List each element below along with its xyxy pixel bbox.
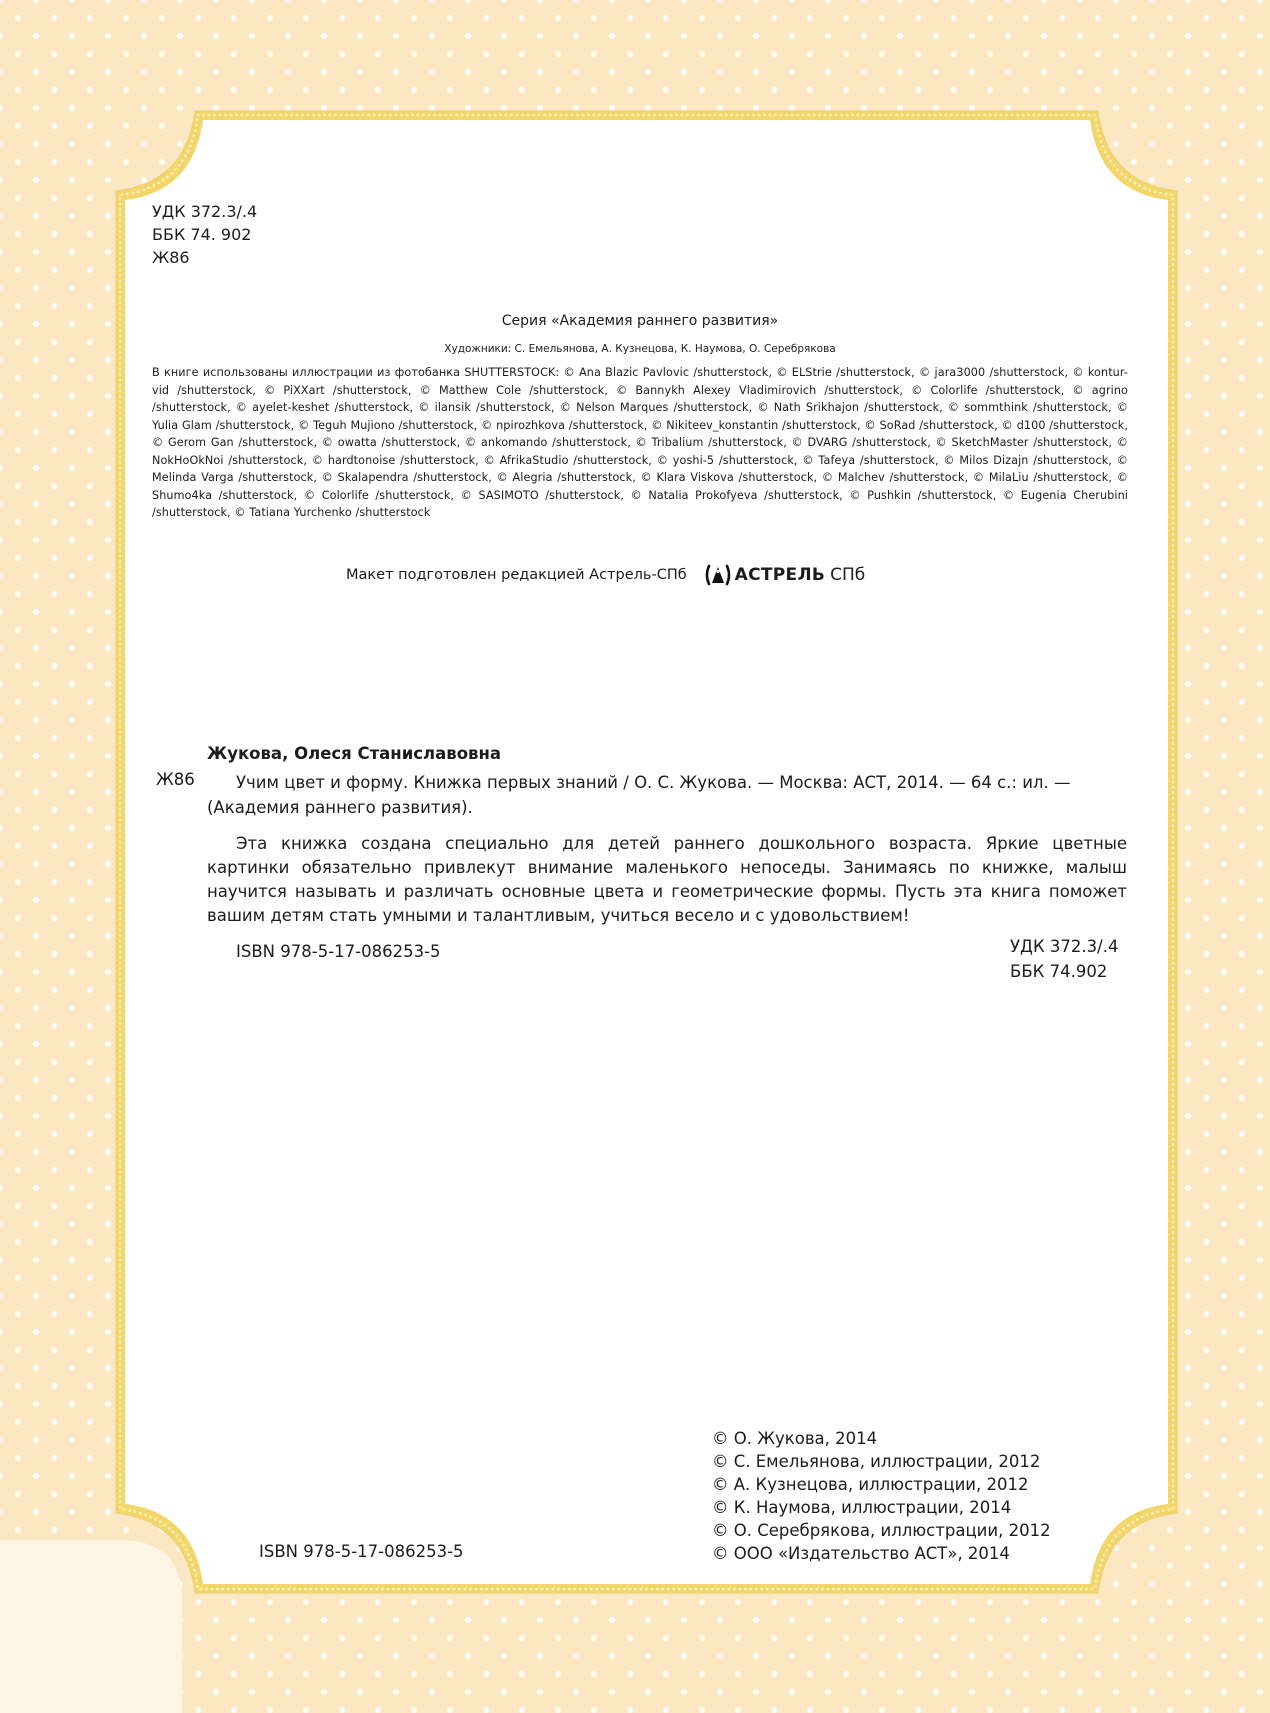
copyright-line: © ООО «Издательство АСТ», 2014 [712,1544,1010,1563]
udk-right-block [1010,934,1118,984]
photo-credits: В книге использованы иллюстрации из фотобанка SHUTTERSTOCK: © Ana Blazic Pavlovic /shutterstock, © ELStrie /shutterstock, © jara3000 /shutterstock, © kontur-vid /shutterstock, © PiXXart /shutterstock, © Matthew Cole /shutterstock, © Bannykh Alexey Vladimirovich /shutterstock, © Colorlife /shutterstock, © agrino /shutterstock, © ayelet-keshet /shutterstock, © ilansik /shutterstock, © Nelson Marques /shutterstock, © Nath Srikhajon /shutterstock, © sommthink /shutterstock, © Yulia Glam /shutterstock, © Teguh Mujiono /shutterstock, © npirozhkova /shutterstock, © Nikiteev_konstantin /shutterstock, © SoRad /shutterstock, © d100 /shutterstock, © Gerom Gan /shutterstock, © owatta /shutterstock, © ankomando /shutterstock, © Tribalium /shutterstock, © DVARG /shutterstock, © SketchMaster /shutterstock, © NokHoOkNoi /shutterstock, © hardtonoise /shutterstock, © AfrikaStudio /shutterstock, © yoshi-5 /shutterstock, © Tafeya /shutterstock, © Milos Dizajn /shutterstock, © Melinda Varga /shutterstock, © Skalapendra /shutterstock, © Alegria /shutterstock, © Klara Viskova /shutterstock, © Malchev /shutterstock, © MilaLiu /shutterstock, © Shumo4ka /shutterstock, © Colorlife /shutterstock, © SASIMOTO /shutterstock, © Natalia Prokofyeva /shutterstock, © Pushkin /shutterstock, © Eugenia Cherubini /shutterstock, © Tatiana Yurchenko /shutterstock [152,366,1128,519]
bbk-right: ББК 74.902 [1010,962,1108,981]
udk-block [152,200,257,269]
bibliographic-title: Учим цвет и форму. Книжка первых знаний / О. С. Жукова. — Москва: АСТ, 2014. — 64 с.: ил. — (Академия раннего развития). [207,773,1071,817]
copyright-line: © К. Наумова, иллюстрации, 2014 [712,1498,1012,1517]
astrel-logo-city: СПб [830,565,866,585]
author-mark-left: Ж86 [156,770,195,789]
artists-line: Художники: С. Емельянова, А. Кузнецова, К. Наумова, О. Серебрякова [444,343,836,355]
copyright-line: © А. Кузнецова, иллюстрации, 2012 [712,1475,1029,1494]
isbn-top: ISBN 978-5-17-086253-5 [236,942,441,961]
author-name: Жукова, Олеся Станиславовна [207,744,502,763]
astrel-logo-word: АСТРЕЛЬ [734,565,826,585]
astrel-logo [705,564,866,586]
copyright-block [712,1427,1051,1565]
annotation: Эта книжка создана специально для детей раннего дошкольного возраста. Яркие цветные картинки обязательно привлекут внимание маленького непоседы. Занимаясь по книжке, малыш научится называть и различать основные цвета и геометрические формы. Пусть эта книга поможет вашим детям стать умными и талантливым, учиться весело и с удовольствием! [207,834,1127,925]
series-title: Серия «Академия раннего развития» [501,313,779,329]
astrel-logo-icon [705,564,731,586]
copyright-line: © О. Серебрякова, иллюстрации, 2012 [712,1521,1051,1540]
layout-credit [346,564,865,586]
bbk-code: ББК 74. 902 [152,225,252,244]
corner-tab [0,1540,182,1713]
layout-credit-text: Макет подготовлен редакцией Астрель-СПб [346,567,687,583]
copyright-line: © С. Емельянова, иллюстрации, 2012 [712,1452,1041,1471]
author-mark: Ж86 [152,248,190,267]
isbn-bottom: ISBN 978-5-17-086253-5 [259,1542,464,1561]
copyright-line: © О. Жукова, 2014 [712,1429,878,1448]
udk-right: УДК 372.3/.4 [1010,937,1119,956]
udk-code: УДК 372.3/.4 [152,202,258,221]
